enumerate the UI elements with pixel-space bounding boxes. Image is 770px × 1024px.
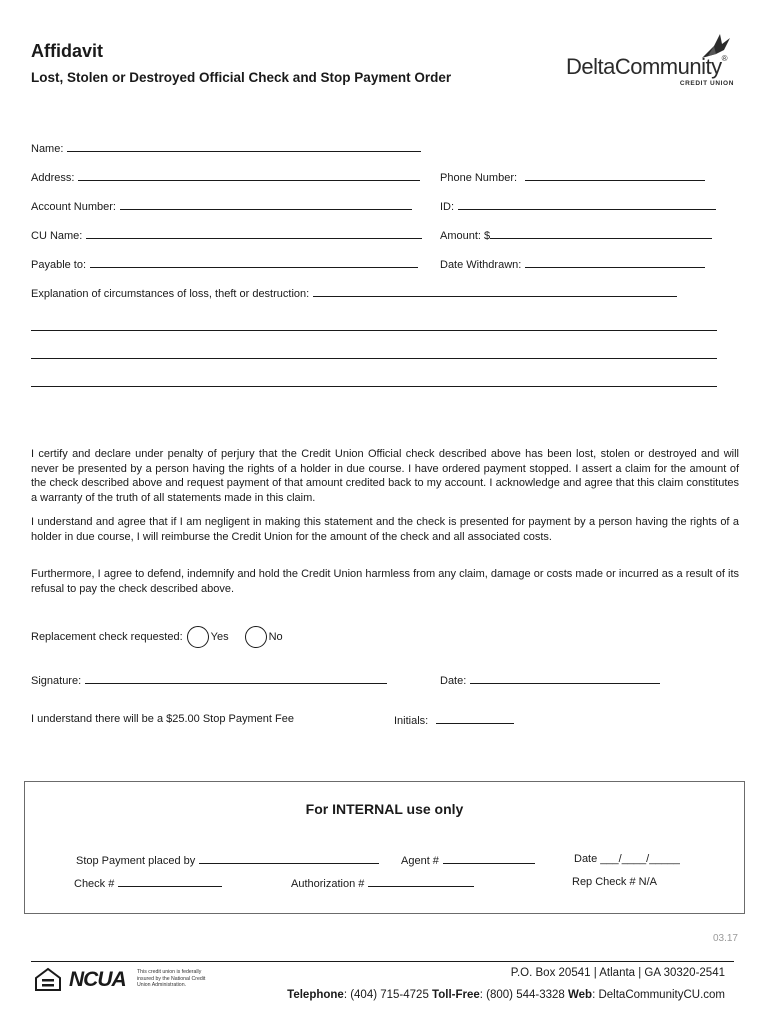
replacement-check-question: Replacement check requested: Yes No xyxy=(31,626,295,648)
signature-date-field[interactable]: Date: xyxy=(440,673,660,687)
payable-to-field[interactable]: Payable to: xyxy=(31,257,418,271)
form-title: Affidavit xyxy=(31,41,103,61)
stop-payment-fee-text: I understand there will be a $25.00 Stop Payment Fee xyxy=(31,713,294,725)
contact-info: Telephone: (404) 715-4725 Toll-Free: (800) 544-3328 Web: DeltaCommunityCU.com xyxy=(287,989,725,1001)
authorization-field[interactable]: Authorization # xyxy=(291,876,474,890)
indemnify-paragraph: Furthermore, I agree to defend, indemnify and hold the Credit Union harmless from any claim, damage or costs made or incurred as a result of its refusal to pay the check described above. xyxy=(31,568,739,595)
stop-payment-placed-field[interactable]: Stop Payment placed by xyxy=(76,853,379,867)
id-field[interactable]: ID: xyxy=(440,199,716,213)
account-number-field[interactable]: Account Number: xyxy=(31,199,412,213)
equal-housing-lender-icon xyxy=(33,966,63,994)
check-number-field[interactable]: Check # xyxy=(74,876,222,890)
ncua-wordmark: NCUA xyxy=(69,968,126,991)
explanation-line-2[interactable] xyxy=(31,358,717,359)
initials-field[interactable]: Initials: xyxy=(394,713,514,727)
delta-community-logo xyxy=(566,32,746,90)
yes-label: Yes xyxy=(210,631,229,643)
certification-paragraph: I certify and declare under penalty of perjury that the Credit Union Official check described above has been lost, stolen or destroyed and will never be presented by a person having the rights of a holder in due course. I have ordered payment stopped. I assert a claim for the amount of the check described above and request payment of that amount credited back to my account. I acknowledge and agree that this claim constitutes a warranty of the truth of all statements made in this claim. xyxy=(31,448,739,504)
ncua-badge xyxy=(33,966,213,996)
amount-field[interactable]: Amount: $ xyxy=(440,228,712,242)
signature-field[interactable]: Signature: xyxy=(31,673,387,687)
logo-subtext: CREDIT UNION xyxy=(679,80,734,87)
yes-radio[interactable] xyxy=(187,626,209,648)
form-subtitle: Lost, Stolen or Destroyed Official Check and Stop Payment Order xyxy=(31,70,452,85)
cu-name-field[interactable]: CU Name: xyxy=(31,228,422,242)
address-field[interactable]: Address: xyxy=(31,170,420,184)
explanation-field[interactable]: Explanation of circumstances of loss, theft or destruction: xyxy=(31,286,677,300)
internal-use-box xyxy=(24,781,745,914)
form-version: 03.17 xyxy=(712,933,738,944)
agent-field[interactable]: Agent # xyxy=(401,853,535,867)
no-radio[interactable] xyxy=(245,626,267,648)
name-field[interactable]: Name: xyxy=(31,141,421,155)
date-withdrawn-field[interactable]: Date Withdrawn: xyxy=(440,257,705,271)
logo-wordmark: DeltaCommunity® xyxy=(566,54,728,79)
mailing-address: P.O. Box 20541 | Atlanta | GA 30320-2541 xyxy=(510,967,725,979)
no-label: No xyxy=(268,631,283,643)
explanation-line-3[interactable] xyxy=(31,386,717,387)
rep-check-field: Rep Check # N/A xyxy=(572,876,657,888)
negligence-paragraph: I understand and agree that if I am negligent in making this statement and the check is presented for payment by a person having the rights of a holder in due course, I will reimburse the Credit Union for the amount of the check and all associated costs. xyxy=(31,516,739,543)
website-link[interactable]: : DeltaCommunityCU.com xyxy=(592,989,725,1001)
phone-field[interactable]: Phone Number: xyxy=(440,170,705,184)
internal-date-field[interactable]: Date ___/____/_____ xyxy=(574,853,680,865)
footer-divider xyxy=(31,961,734,962)
explanation-line-1[interactable] xyxy=(31,330,717,331)
internal-title: For INTERNAL use only xyxy=(305,801,464,817)
ncua-insured-text: This credit union is federally insured by the National Credit Union Administration. xyxy=(137,969,206,988)
